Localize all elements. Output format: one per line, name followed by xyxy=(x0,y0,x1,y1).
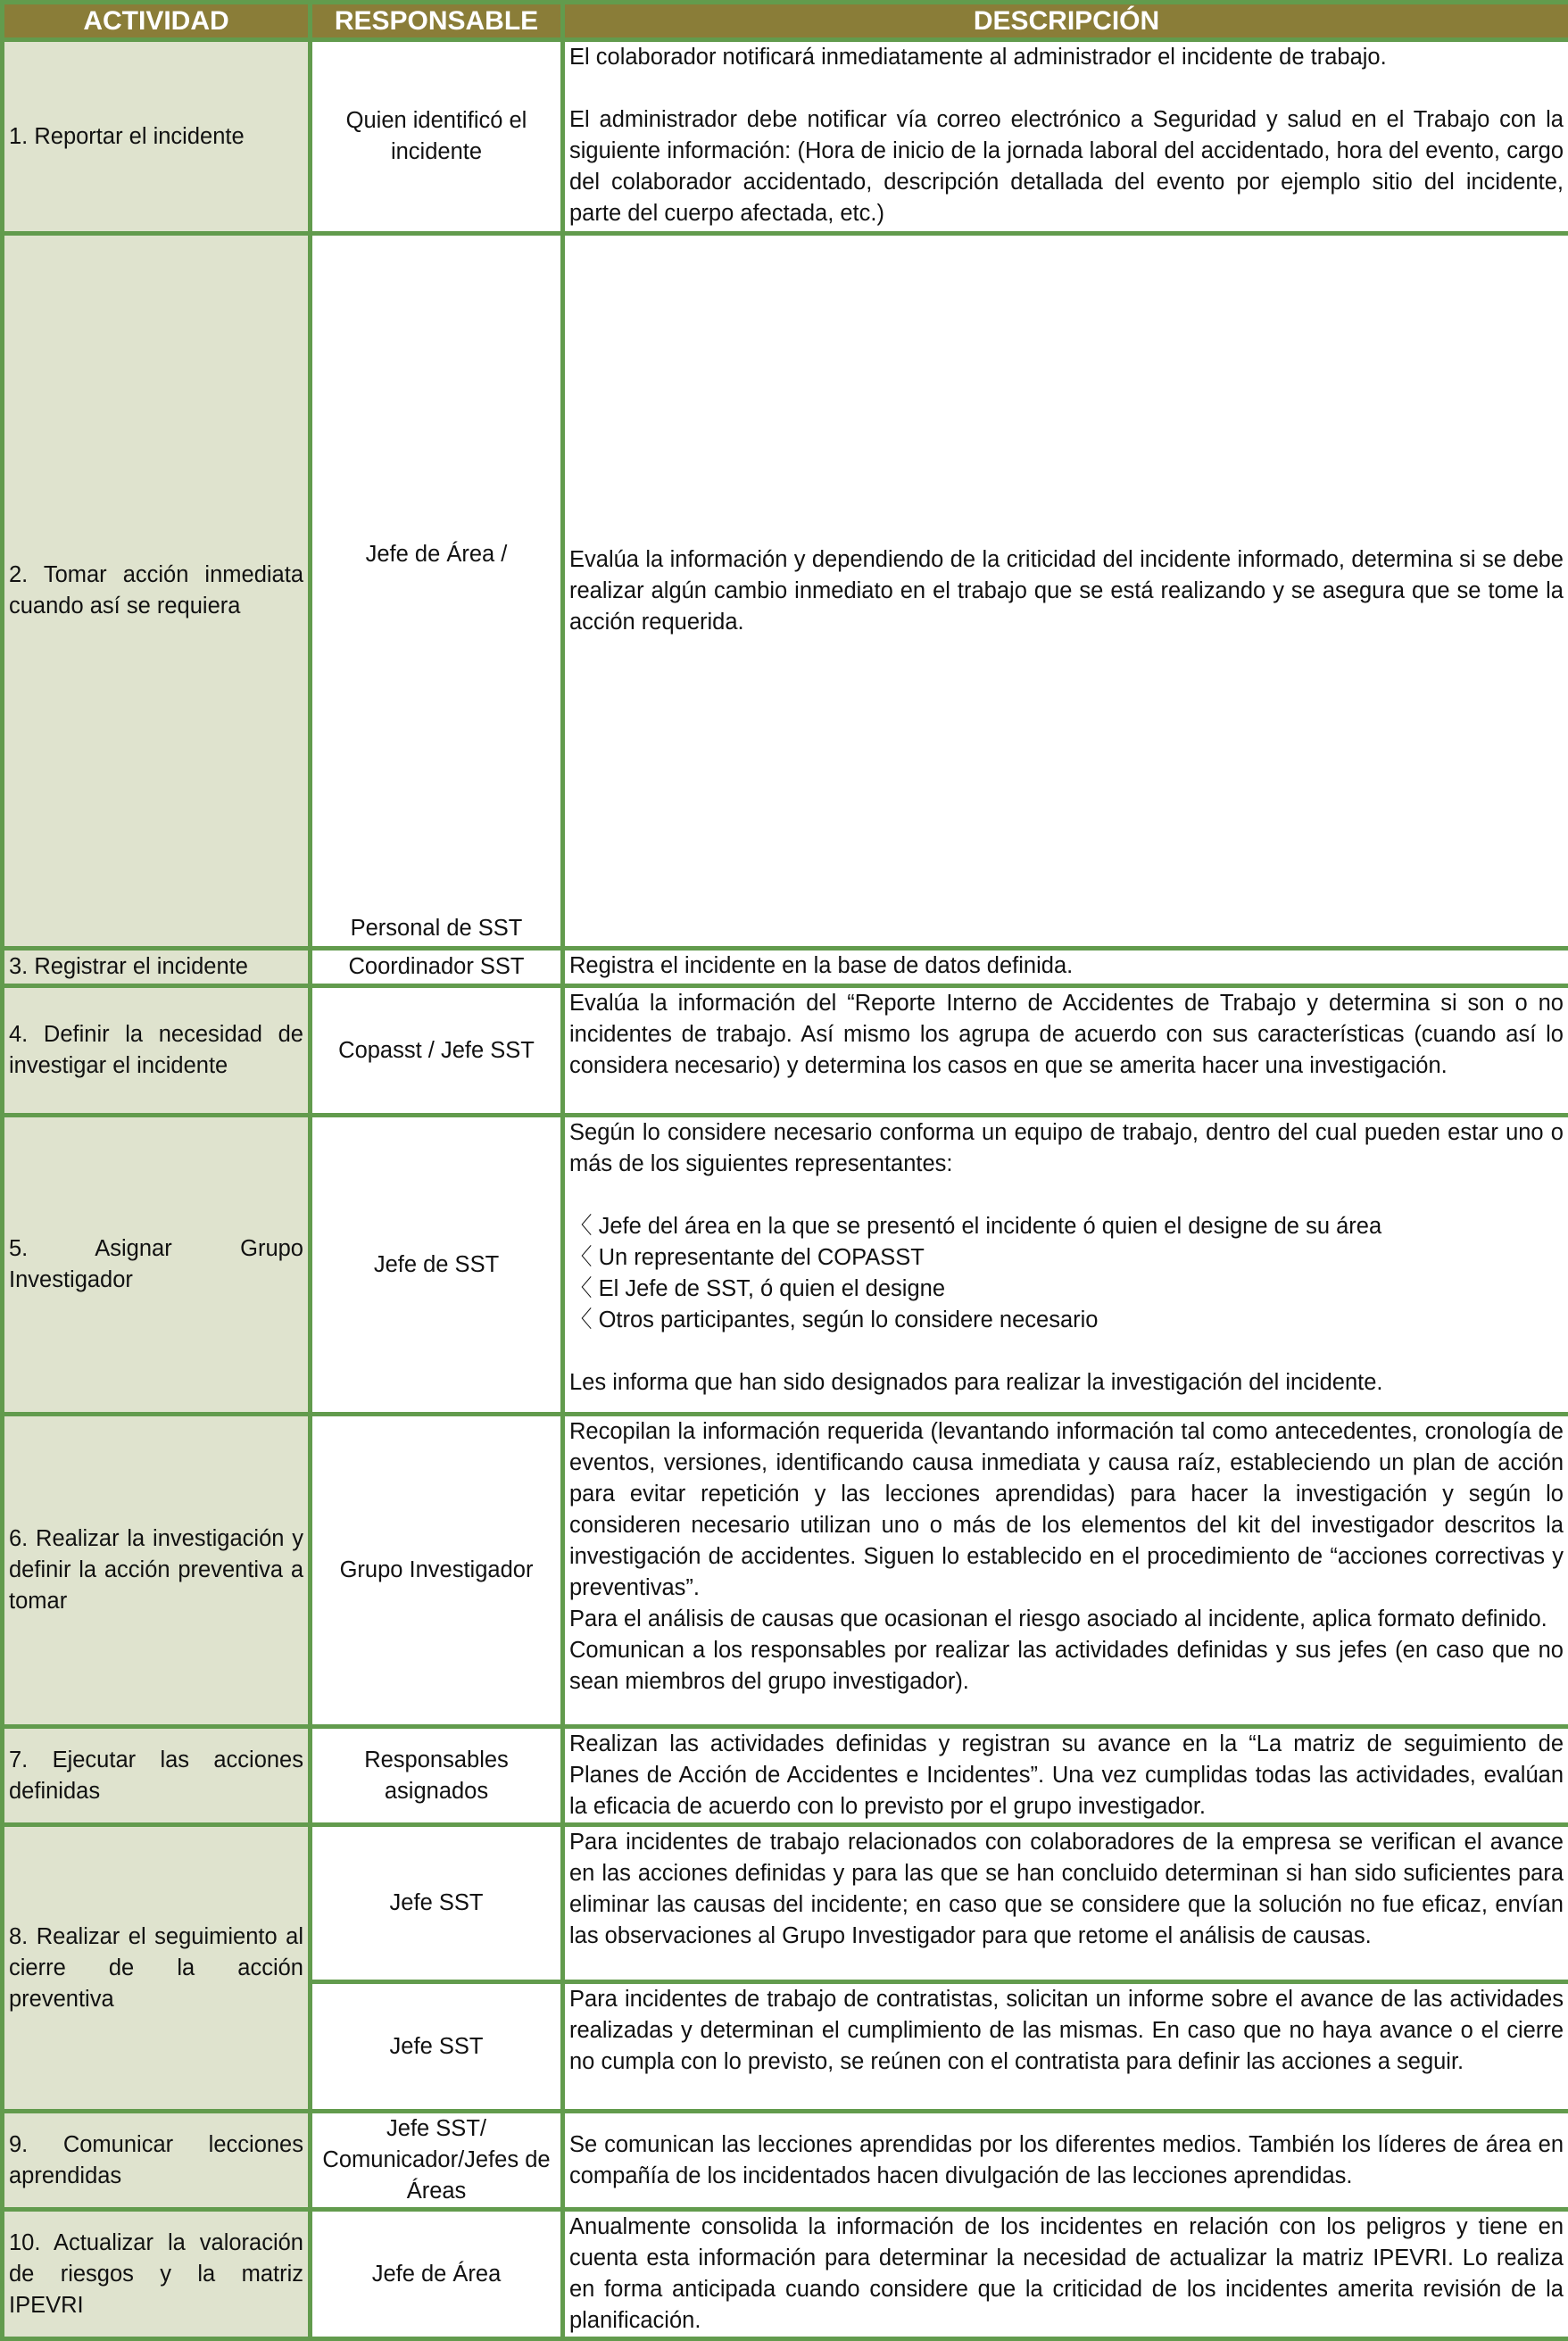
table-row xyxy=(3,986,1568,1116)
description-cell: Se comunican las lecciones aprendidas por los diferentes medios. También los líderes de área en compañía de los incidentados hacen divulgación de las lecciones aprendidas. xyxy=(563,2112,1568,2210)
activity-cell: 2. Tomar acción inmediata cuando así se requiera xyxy=(3,234,311,949)
activity-cell: 7. Ejecutar las acciones definidas xyxy=(3,1727,311,1825)
activity-cell: 1. Reportar el incidente xyxy=(3,40,311,234)
activity-cell: 5. Asignar Grupo Investigador xyxy=(3,1116,311,1415)
description-cell: El colaborador notificará inmediatamente al administrador el incidente de trabajo. El administrador debe notificar vía correo electrónico a Seguridad y salud en el Trabajo con la siguiente información: (Hora de inicio de la jornada laboral del accidentado, hora del evento, cargo del colaborador accidentado, descripción detallada del evento por ejemplo sitio del incidente, parte del cuerpo afectada, etc.) xyxy=(563,40,1568,234)
header-actividad: ACTIVIDAD xyxy=(3,3,311,40)
responsible-cell: Jefe SST xyxy=(311,1982,563,2112)
activity-cell: 9. Comunicar lecciones aprendidas xyxy=(3,2112,311,2210)
responsible-cell xyxy=(311,234,563,949)
activity-cell: 4. Definir la necesidad de investigar el incidente xyxy=(3,986,311,1116)
description-cell: Recopilan la información requerida (levantando información tal como antecedentes, cronología de eventos, versiones, identificando causa inmediata y causa raíz, estableciendo un plan de acción para evitar repetición y las lecciones aprendidas) para hacer la investigación y según lo consideren necesario utilizan uno o más de los elementos del kit del investigador descritos la investigación de accidentes. Siguen lo establecido en el procedimiento de “acciones correctivas y preventivas”. Para el análisis de causas que ocasionan el riesgo asociado al incidente, aplica formato definido. Comunican a los responsables por realizar las actividades definidas y sus jefes (en caso que no sean miembros del grupo investigador). xyxy=(563,1415,1568,1727)
activity-cell: 3. Registrar el incidente xyxy=(3,949,311,986)
responsible-cell: Coordinador SST xyxy=(311,949,563,986)
table-row xyxy=(3,2112,1568,2210)
description-cell: Realizan las actividades definidas y registran su avance en la “La matriz de seguimiento de Planes de Acción de Accidentes e Incidentes”. Una vez cumplidas todas las actividades, evalúan la eficacia de acuerdo con lo previsto por el grupo investigador. xyxy=(563,1727,1568,1825)
description-cell: Según lo considere necesario conforma un equipo de trabajo, dentro del cual pueden estar uno o más de los siguientes representantes: 〈 Jefe del área en la que se presentó el incidente ó quien el designe de su área 〈 Un representante del COPASST 〈 El Jefe de SST, ó quien el designe 〈 Otros participantes, según lo considere necesario Les informa que han sido designados para realizar la investigación del incidente. xyxy=(563,1116,1568,1415)
table-row xyxy=(3,2210,1568,2339)
description-cell: Para incidentes de trabajo relacionados con colaboradores de la empresa se verifican el avance en las acciones definidas y para las que se han concluido determinan si han sido suficientes para eliminar las causas del incidente; en caso que se considere que la solución no fue eficaz, envían las observaciones al Grupo Investigador para que retome el análisis de causas. xyxy=(563,1825,1568,1982)
table-row xyxy=(3,40,1568,234)
activity-cell: 10. Actualizar la valoración de riesgos y la matriz IPEVRI xyxy=(3,2210,311,2339)
responsible-cell: Responsables asignados xyxy=(311,1727,563,1825)
table-row xyxy=(3,1727,1568,1825)
responsible-cell: Grupo Investigador xyxy=(311,1415,563,1727)
table-row xyxy=(3,234,1568,949)
activity-cell: 8. Realizar el seguimiento al cierre de la acción preventiva xyxy=(3,1825,311,2112)
table-row xyxy=(3,1825,1568,1982)
table-row xyxy=(3,1415,1568,1727)
description-cell: Para incidentes de trabajo de contratistas, solicitan un informe sobre el avance de las actividades realizadas y determinan el cumplimiento de las mismas. En caso que no haya avance o el cierre no cumpla con lo previsto, se reúnen con el contratista para definir las acciones a seguir. xyxy=(563,1982,1568,2112)
activity-cell: 6. Realizar la investigación y definir la acción preventiva a tomar xyxy=(3,1415,311,1727)
responsible-cell: Jefe de SST xyxy=(311,1116,563,1415)
responsible-cell: Jefe de Área xyxy=(311,2210,563,2339)
responsible-cell: Jefe SST/ Comunicador/Jefes de Áreas xyxy=(311,2112,563,2210)
header-responsable: RESPONSABLE xyxy=(311,3,563,40)
table-row xyxy=(3,1116,1568,1415)
responsible-primary: Jefe de Área / xyxy=(317,236,556,570)
responsible-secondary: Personal de SST xyxy=(317,913,556,946)
responsible-cell: Quien identificó el incidente xyxy=(311,40,563,234)
table-header-row xyxy=(3,3,1568,40)
responsible-cell: Jefe SST xyxy=(311,1825,563,1982)
description-cell: Evalúa la información y dependiendo de la criticidad del incidente informado, determina si se debe realizar algún cambio inmediato en el trabajo que se está realizando y se asegura que se tome la acción requerida. xyxy=(563,234,1568,949)
table-row xyxy=(3,949,1568,986)
responsible-cell: Copasst / Jefe SST xyxy=(311,986,563,1116)
header-descripcion: DESCRIPCIÓN xyxy=(563,3,1568,40)
description-cell: Registra el incidente en la base de datos definida. xyxy=(563,949,1568,986)
description-cell: Evalúa la información del “Reporte Interno de Accidentes de Trabajo y determina si son o no incidentes de trabajo. Así mismo los agrupa de acuerdo con sus características (cuando así lo considera necesario) y determina los casos en que se amerita hacer una investigación. xyxy=(563,986,1568,1116)
description-cell: Anualmente consolida la información de los incidentes en relación con los peligros y tiene en cuenta esta información para determinar la necesidad de actualizar la matriz IPEVRI. Lo realiza en forma anticipada cuando considere que la criticidad de los incidentes amerita revisión de la planificación. xyxy=(563,2210,1568,2339)
